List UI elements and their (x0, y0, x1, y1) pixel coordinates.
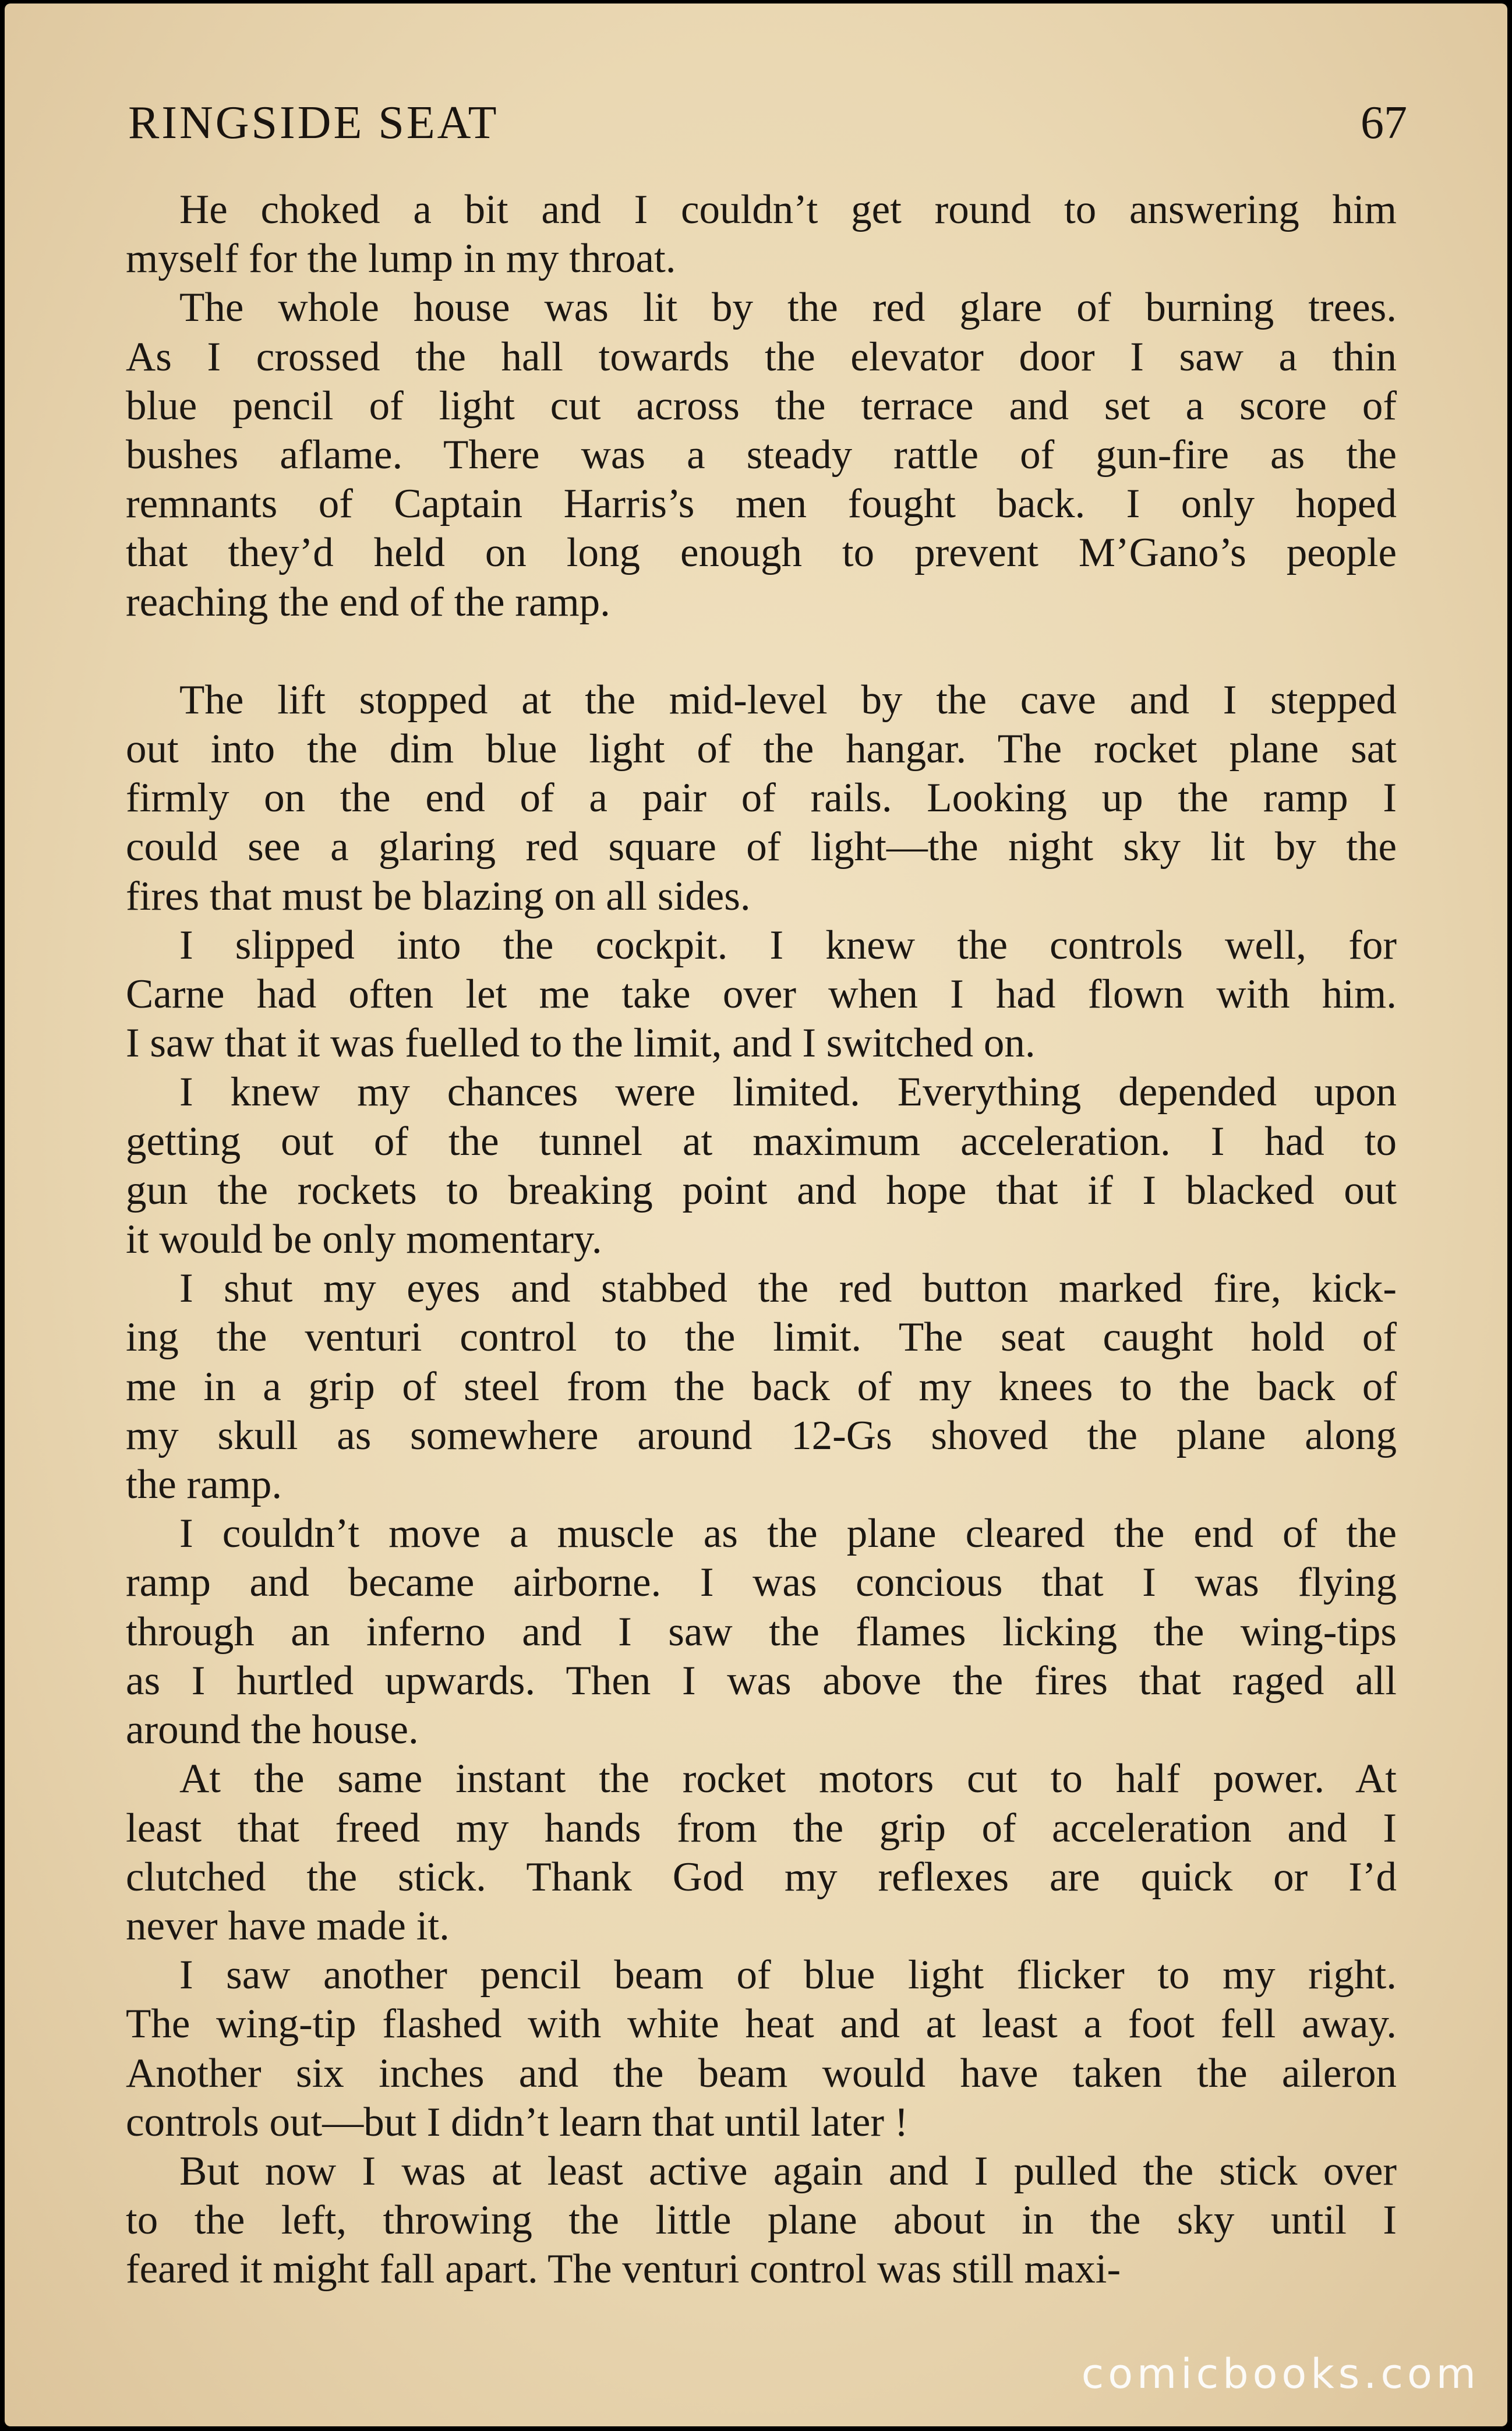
text-line: Another six inches and the beam would have taken the aileron (126, 2050, 1397, 2096)
text-line: I saw another pencil beam of blue light flicker to my right. (179, 1952, 1397, 1998)
paragraph (126, 1509, 1397, 1754)
paragraph (126, 1951, 1397, 2147)
text-line: reaching the end of the ramp. (126, 579, 610, 625)
watermark-text: comicbooks.com (1081, 2350, 1480, 2398)
text-line: As I crossed the hall towards the elevator door I saw a thin (126, 334, 1397, 380)
text-line: through an inferno and I saw the flames licking the wing-tips (126, 1609, 1397, 1655)
paragraph (126, 2147, 1397, 2294)
page-number: 67 (1361, 97, 1407, 149)
text-line: bushes aflame. There was a steady rattle of gun-fire as the (126, 432, 1397, 478)
text-line: Carne had often let me take over when I had flown with him. (126, 971, 1397, 1017)
text-line: The whole house was lit by the red glare of burning trees. (179, 285, 1397, 331)
text-line: I couldn’t move a muscle as the plane cleared the end of the (179, 1511, 1397, 1557)
text-line: At the same instant the rocket motors cut to half power. At (179, 1756, 1397, 1802)
text-line: to the left, throwing the little plane about in the sky until I (126, 2197, 1397, 2243)
paragraph (126, 676, 1397, 921)
text-line: ing the venturi control to the limit. The seat caught hold of (126, 1315, 1397, 1361)
text-line: firmly on the end of a pair of rails. Looking up the ramp I (126, 775, 1397, 821)
text-line: it would be only momentary. (126, 1217, 602, 1263)
text-line: gun the rockets to breaking point and hope that if I blacked out (126, 1167, 1397, 1213)
text-line: could see a glaring red square of light—the night sky lit by the (126, 824, 1397, 870)
text-line: never have made it. (126, 1903, 450, 1949)
text-line: feared it might fall apart. The venturi control was still maxi- (126, 2246, 1121, 2292)
text-line: remnants of Captain Harris’s men fought back. I only hoped (126, 481, 1397, 527)
paragraph (126, 283, 1397, 626)
paragraph (126, 185, 1397, 283)
text-line: that they’d held on long enough to prevent M’Gano’s people (126, 530, 1397, 576)
text-line: out into the dim blue light of the hangar. The rocket plane sat (126, 726, 1397, 772)
text-line: But now I was at least active again and I pulled the stick over (179, 2148, 1397, 2194)
text-line: blue pencil of light cut across the terrace and set a score of (126, 383, 1397, 429)
text-line: as I hurtled upwards. Then I was above the fires that raged all (126, 1658, 1397, 1704)
paragraph (126, 1068, 1397, 1264)
running-title: RINGSIDE SEAT (128, 97, 499, 149)
book-page (5, 3, 1507, 2426)
text-line: I knew my chances were limited. Everything depended upon (179, 1069, 1397, 1115)
body-text (126, 185, 1397, 2294)
text-line: getting out of the tunnel at maximum acceleration. I had to (126, 1118, 1397, 1164)
paragraph (126, 1754, 1397, 1951)
text-line: I saw that it was fuelled to the limit, and I switched on. (126, 1020, 1036, 1066)
text-line: myself for the lump in my throat. (126, 236, 676, 282)
text-line: ramp and became airborne. I was concious that I was flying (126, 1560, 1397, 1606)
text-line: I slipped into the cockpit. I knew the controls well, for (179, 922, 1397, 968)
text-line: least that freed my hands from the grip of acceleration and I (126, 1805, 1397, 1851)
paragraph (126, 1264, 1397, 1509)
text-line: my skull as somewhere around 12-Gs shoved the plane along (126, 1412, 1397, 1458)
text-line: controls out—but I didn’t learn that until later ! (126, 2099, 909, 2145)
text-line: me in a grip of steel from the back of my knees to the back of (126, 1363, 1397, 1409)
text-line: the ramp. (126, 1462, 282, 1508)
paragraph (126, 921, 1397, 1068)
text-line: clutched the stick. Thank God my reflexes are quick or I’d (126, 1854, 1397, 1900)
text-line: I shut my eyes and stabbed the red button marked fire, kick- (179, 1266, 1397, 1312)
text-line: He choked a bit and I couldn’t get round to answering him (179, 187, 1397, 232)
running-head (128, 91, 1407, 155)
text-line: The wing-tip flashed with white heat and at least a foot fell away. (126, 2001, 1397, 2047)
text-line: The lift stopped at the mid-level by the cave and I stepped (179, 677, 1397, 723)
text-line: around the house. (126, 1707, 419, 1753)
text-line: fires that must be blazing on all sides. (126, 873, 751, 919)
